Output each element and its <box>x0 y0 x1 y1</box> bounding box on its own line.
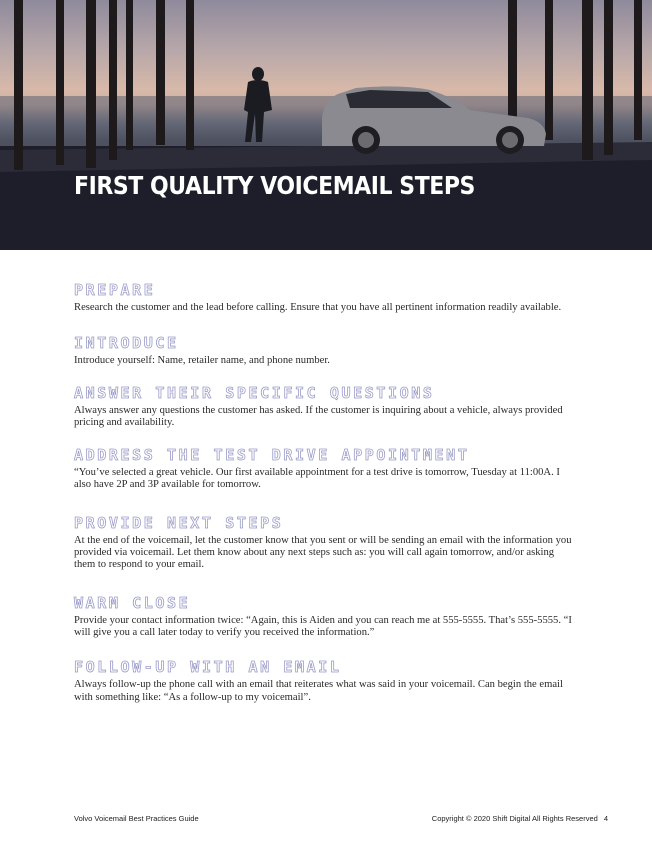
step-next-steps <box>74 514 574 572</box>
hero-banner <box>0 0 652 250</box>
step-heading: PROVIDE NEXT STEPS <box>74 513 284 532</box>
step-heading: FOLLOW-UP WITH AN EMAIL <box>74 658 342 677</box>
step-body: Research the customer and the lead before calling. Ensure that you have all pertinent information readily available. <box>74 302 562 313</box>
step-body: Always answer any questions the customer has asked. If the customer is inquiring about a vehicle, always provided pricing and availability. <box>74 404 563 428</box>
footer-guide-title: Volvo Voicemail Best Practices Guide <box>74 814 199 823</box>
page-title: FIRST QUALITY VOICEMAIL STEPS <box>74 171 475 200</box>
step-heading: ANSWER THEIR SPECIFIC QUESTIONS <box>74 383 435 402</box>
copyright-text: Copyright © 2020 Shift Digital All Rights Reserved <box>431 814 598 823</box>
step-body: Introduce yourself: Name, retailer name, and phone number. <box>74 355 330 367</box>
footer-copyright <box>432 814 608 823</box>
step-follow-up-email <box>74 658 574 704</box>
step-introduce <box>74 334 574 367</box>
step-heading: WARM CLOSE <box>74 593 191 612</box>
step-heading: INTRODUCE <box>74 334 179 353</box>
page-number: 4 <box>603 814 608 823</box>
step-heading: ADDRESS THE TEST DRIVE APPOINTMENT <box>74 446 470 465</box>
steps-content <box>74 281 574 704</box>
step-warm-close <box>74 594 574 640</box>
step-body: “You’ve selected a great vehicle. Our first available appointment for a test drive is tomorrow, Tuesday at 11:00A. I also have 2P and 3P available for tomorrow. <box>74 467 560 491</box>
step-body: At the end of the voicemail, let the customer know that you sent or will be sending an email with the information you provided via voicemail. Let them know about any next steps such as: you will call again tomorrow, and/or asking them to respond to your email. <box>74 534 572 571</box>
step-answer-questions <box>74 384 574 430</box>
step-test-drive <box>74 446 574 492</box>
step-body: Provide your contact information twice: “Again, this is Aiden and you can reach me at 555-5555. That’s 555-5555. “I will give you a call later today to verify you received the information.” <box>74 614 572 638</box>
step-body: Always follow-up the phone call with an email that reiterates what was said in your voicemail. Can begin the email with something like: “As a follow-up to my voicemail”. <box>74 679 563 703</box>
step-prepare <box>74 281 574 314</box>
hero-photo <box>0 0 652 250</box>
step-heading: PREPARE <box>74 281 156 299</box>
